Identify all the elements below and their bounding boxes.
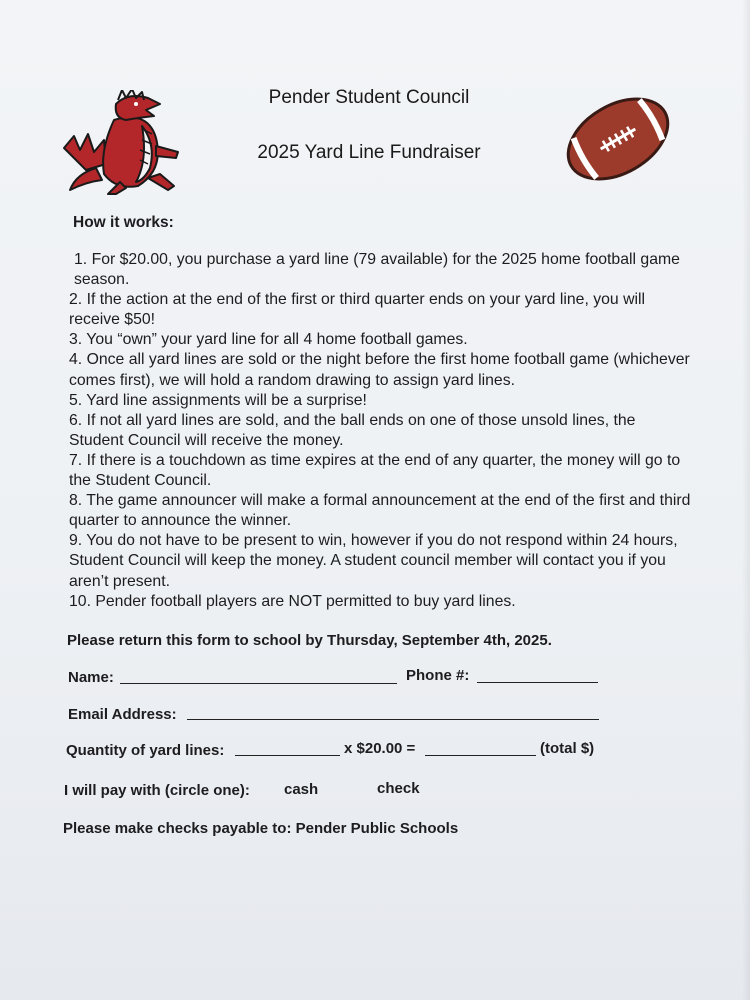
rule-8: 8. The game announcer will make a formal announcement at the end of the first and third quarter to announce the winner.	[69, 492, 691, 530]
price-multiplier: x $20.00 =	[344, 740, 416, 757]
organization-title: Pender Student Council	[268, 87, 470, 108]
rule-1: 1. For $20.00, you purchase a yard line (79 available) for the 2025 home football game season.	[74, 251, 680, 289]
rule-7: 7. If there is a touchdown as time expires at the end of any quarter, the money will go to the Student Council.	[69, 451, 681, 490]
return-notice: Please return this form to school by Thursday, September 4th, 2025.	[67, 632, 552, 649]
event-title: 2025 Yard Line Fundraiser	[257, 142, 481, 163]
payment-label: I will pay with (circle one):	[64, 782, 250, 799]
quantity-field[interactable]	[235, 755, 340, 756]
rule-4: 4. Once all yard lines are sold or the night before the first home football game (whichever comes first), we will hold a random drawing to assign yard lines.	[69, 351, 690, 389]
email-field[interactable]	[187, 719, 599, 720]
rule-5: 5. Yard line assignments will be a surprise!	[69, 391, 367, 409]
payment-option-check[interactable]: check	[377, 780, 420, 797]
how-it-works-heading: How it works:	[73, 214, 174, 231]
phone-label: Phone #:	[406, 667, 470, 684]
name-field[interactable]	[120, 683, 397, 684]
total-field[interactable]	[425, 755, 536, 756]
rule-2: 2. If the action at the end of the first or third quarter ends on your yard line, you will receive $50!	[69, 291, 646, 329]
email-label: Email Address:	[68, 706, 177, 723]
name-label: Name:	[68, 669, 114, 686]
payment-option-cash[interactable]: cash	[284, 781, 319, 798]
rule-3: 3. You “own” your yard line for all 4 home football games.	[69, 331, 468, 349]
total-label: (total $)	[540, 740, 595, 757]
rule-6: 6. If not all yard lines are sold, and the ball ends on one of those unsold lines, the Student Council will receive the money.	[69, 411, 636, 449]
rule-9: 9. You do not have to be present to win, however if you do not respond within 24 hours, Student Council will keep the money. A student council member will contact you if you aren’t present.	[69, 532, 678, 590]
quantity-label: Quantity of yard lines:	[66, 742, 225, 759]
rule-10: 10. Pender football players are NOT permitted to buy yard lines.	[69, 592, 516, 610]
checks-payable-notice: Please make checks payable to: Pender Public Schools	[63, 820, 459, 837]
phone-field[interactable]	[477, 682, 598, 683]
